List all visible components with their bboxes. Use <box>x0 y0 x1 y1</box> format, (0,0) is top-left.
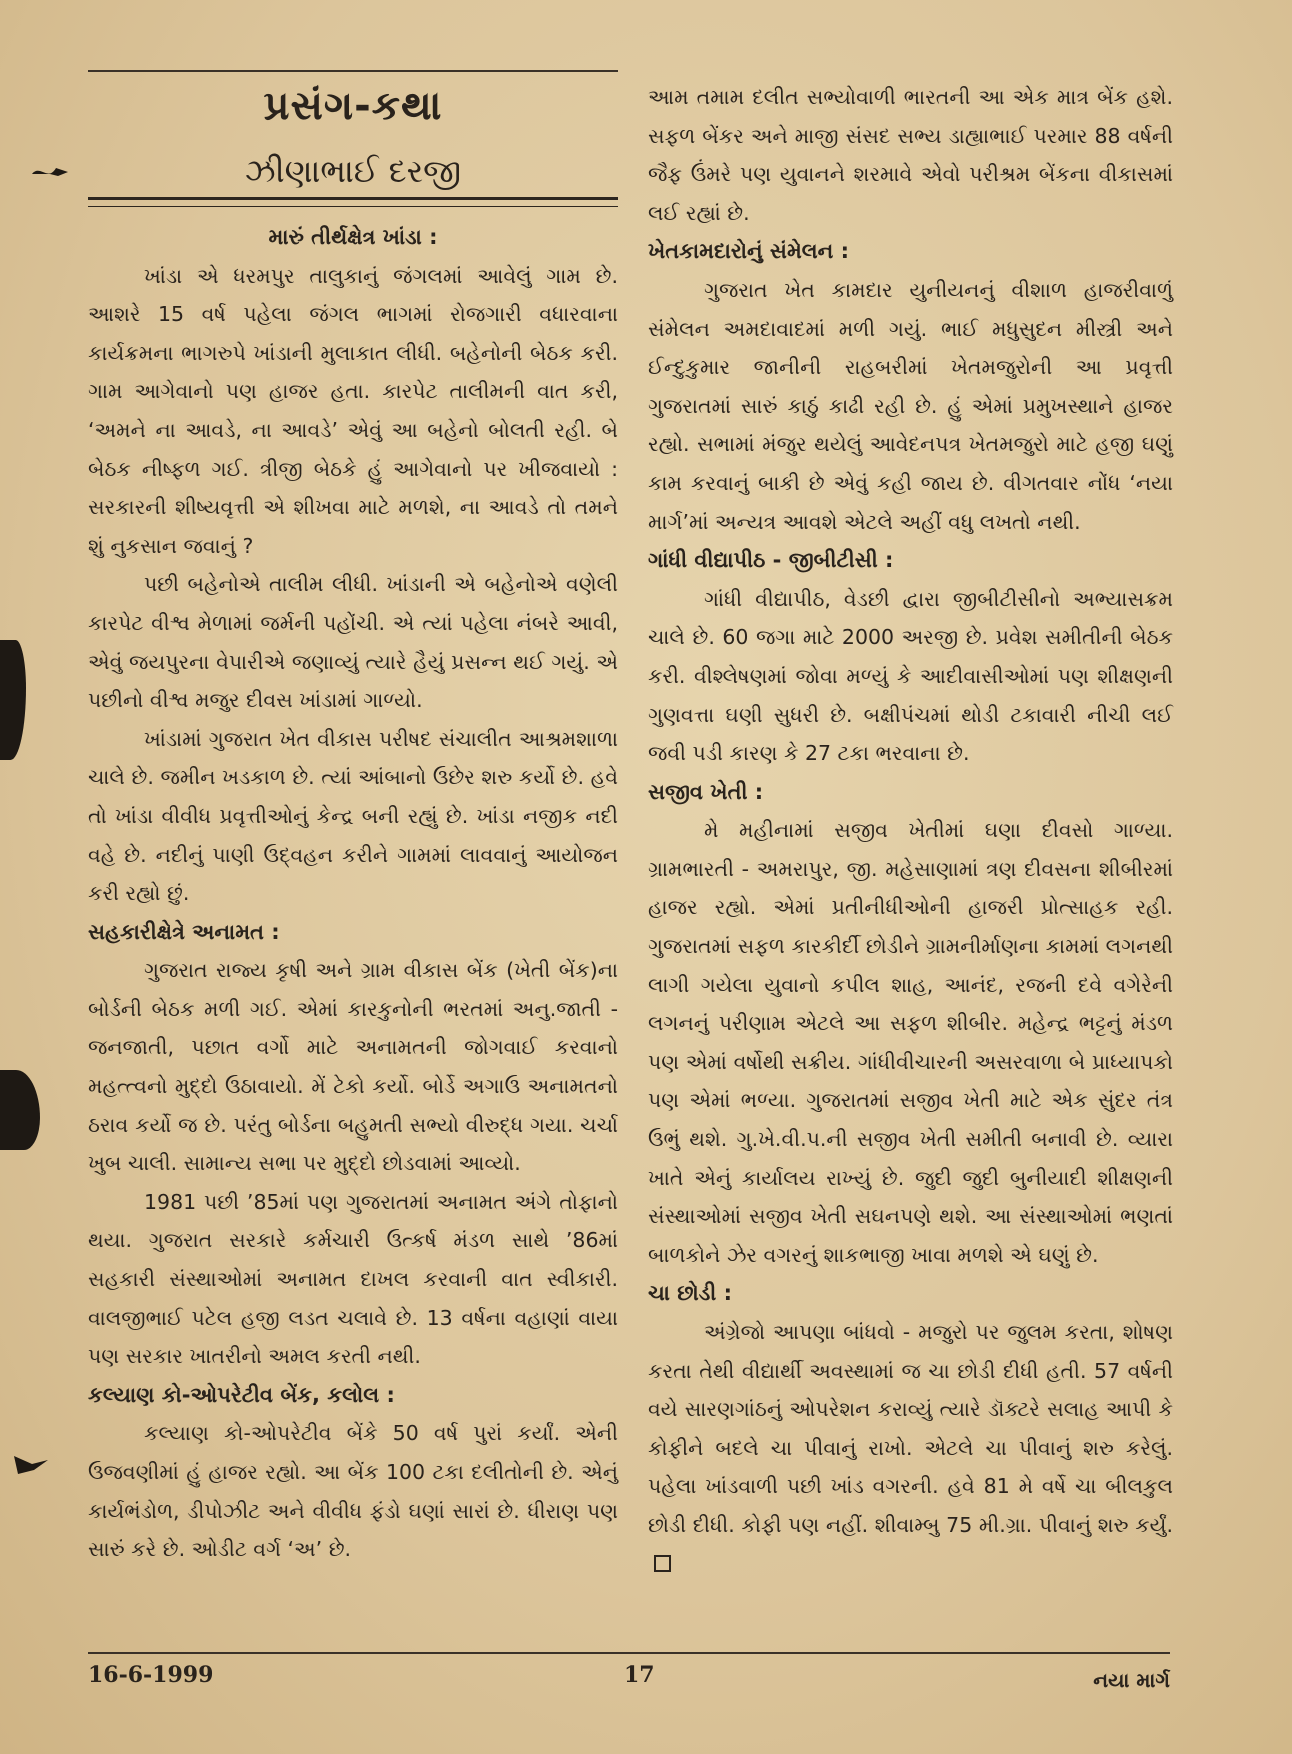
paragraph: મે મહીનામાં સજીવ ખેતીમાં ઘણા દીવસો ગાળ્યા. ગ્રામભારતી - અમરાપુર, જી. મહેસાણામાં ત્રણ દીવસના શીબીરમાં હાજર રહ્યો. એમાં પ્રતીનીધીઓની હાજરી પ્રોત્સાહક રહી. ગુજરાતમાં સફળ કારકીર્દી છોડીને ગ્રામનીર્માણના કામમાં લગનથી લાગી ગયેલા યુવાનો કપીલ શાહ, આનંદ, રજની દવે વગેરેની લગનનું પરીણામ એટલે આ સફળ શીબીર. મહેન્દ્ર ભટ્ટનું મંડળ પણ એમાં વર્ષોથી સક્રીય. ગાંધીવીચારની અસરવાળા બે પ્રાધ્યાપકો પણ એમાં ભળ્યા. ગુજરાતમાં સજીવ ખેતી માટે એક સુંદર તંત્ર ઉભું થશે. ગુ.ખે.વી.પ.ની સજીવ ખેતી સમીતી બનાવી છે. વ્યારા ખાતે એનું કાર્યાલય રાખ્યું છે. જુદી જુદી બુનીયાદી શીક્ષણની સંસ્થાઓમાં સજીવ ખેતી સઘનપણે થશે. આ સંસ્થાઓમાં ભણતાં બાળકોને ઝેર વગરનું શાકભાજી ખાવા મળશે એ ઘણું છે. <box>648 818 1173 1267</box>
page-number: 17 <box>624 1662 655 1688</box>
page-footer <box>88 1662 1170 1702</box>
right-column-text <box>648 78 1173 1583</box>
masthead-double-rule <box>88 197 618 207</box>
section-heading-kalyan-bank: કલ્યાણ કો-ઓપરેટીવ બેંક, કલોલ : <box>88 1382 395 1407</box>
paragraph-text: અંગ્રેજો આપણા બાંધવો - મજુરો પર જુલમ કરતા, શોષણ કરતા તેથી વીદ્યાર્થી અવસ્થામાં જ ચા છોડી દીધી હતી. 57 વર્ષની વયે સારણગાંઠનું ઓપરેશન કરાવ્યું ત્યારે ડૉક્ટરે સલાહ આપી કે કોફીને બદલે ચા પીવાનું રાખો. એટલે ચા પીવાનું શરુ કરેલું. પહેલા ખાંડવાળી પછી ખાંડ વગરની. હવે 81 મે વર્ષે ચા બીલકુલ છોડી દીધી. કોફી પણ નહીં. શીવામ્બુ 75 મી.ગ્રા. પીવાનું શરુ કર્યું. <box>648 1320 1173 1537</box>
left-column-text <box>88 218 618 1569</box>
author-name: ઝીણાભાઈ દરજી <box>225 148 481 200</box>
section-heading-organic-farming: સજીવ ખેતી : <box>648 779 764 804</box>
column-title: પ્રસંગ-કથા <box>263 83 443 129</box>
paragraph <box>648 1313 1173 1583</box>
end-mark-icon <box>654 1555 671 1572</box>
paragraph: ગાંધી વીદ્યાપીઠ, વેડછી દ્વારા જીબીટીસીનો અભ્યાસક્રમ ચાલે છે. 60 જગા માટે 2000 અરજી છે. પ્રવેશ સમીતીની બેઠક કરી. વીશ્લેષણમાં જોવા મળ્યું કે આદીવાસીઓમાં પણ શીક્ષણની ગુણવત્તા ઘણી સુધરી છે. બક્ષીપંચમાં થોડી ટકાવારી નીચી લઈ જવી પડી કારણ કે 27 ટકા ભરવાના છે. <box>648 586 1173 766</box>
magazine-name: નયા માર્ગ <box>1093 1668 1170 1692</box>
section-heading-reservation: સહકારીક્ષેત્રે અનામત : <box>88 919 280 944</box>
paragraph-continued: આમ તમામ દલીત સભ્યોવાળી ભારતની આ એક માત્ર બેંક હશે. સફળ બેંકર અને માજી સંસદ સભ્ય ડાહ્યાભાઈ પરમાર 88 વર્ષની જૈફ ઉંમરે પણ યુવાનને શરમાવે એવો પરીશ્રમ બેંકના વીકાસમાં લઈ રહ્યાં છે. <box>648 85 1173 225</box>
section-heading-gandhi-vidyapith: ગાંધી વીદ્યાપીઠ - જીબીટીસી : <box>648 548 894 573</box>
paragraph: કલ્યાણ કો-ઓપરેટીવ બેંકે 50 વર્ષ પુરાં કર્યાં. એની ઉજવણીમાં હું હાજર રહ્યો. આ બેંક 100 ટકા દલીતોની છે. એનું કાર્યભંડોળ, ડીપોઝીટ અને વીવીધ ફંડો ઘણાં સારાં છે. ધીરાણ પણ સારું કરે છે. ઓડીટ વર્ગ ‘અ’ છે. <box>88 1421 618 1562</box>
paragraph: ગુજરાત રાજ્ય કૃષી અને ગ્રામ વીકાસ બેંક (ખેતી બેંક)ના બોર્ડની બેઠક મળી ગઈ. એમાં કારકુનોની ભરતમાં અનુ.જાતી - જનજાતી, પછાત વર્ગો માટે અનામતની જોગવાઈ કરવાનો મહત્ત્વનો મુદ્દો ઉઠાવાયો. મેં ટેકો કર્યો. બોર્ડે અગાઉ અનામતનો ઠરાવ કર્યો જ છે. પરંતુ બોર્ડના બહુમતી સભ્યો વીરુદ્ધ ગયા. ચર્ચા ખુબ ચાલી. સામાન્ય સભા પર મુદ્દો છોડવામાં આવ્યો. <box>88 958 618 1176</box>
paragraph: ગુજરાત ખેત કામદાર યુનીયનનું વીશાળ હાજરીવાળું સંમેલન અમદાવાદમાં મળી ગયું. ભાઈ મધુસુદન મીસ્ત્રી અને ઈન્દુકુમાર જાનીની રાહબરીમાં ખેતમજુરોની આ પ્રવૃત્તી ગુજરાતમાં સારું કાઠું કાઢી રહી છે. હું એમાં પ્રમુખસ્થાને હાજર રહ્યો. સભામાં મંજુર થયેલું આવેદનપત્ર ખેતમજુરો માટે હજી ઘણું કામ કરવાનું બાકી છે એવું કહી જાય છે. વીગતવાર નોંધ ‘નયા માર્ગ’માં અન્યત્ર આવશે એટલે અહીં વધુ લખતો નથી. <box>648 277 1173 534</box>
ink-smudge-icon <box>12 1450 52 1478</box>
issue-date: 16-6-1999 <box>88 1662 214 1688</box>
footer-rule <box>88 1652 1170 1654</box>
section-heading-khanda: મારું તીર્થક્ષેત્ર ખાંડા : <box>268 225 438 249</box>
torn-edge-mark <box>0 640 26 760</box>
section-heading-tea: ચા છોડી : <box>648 1281 732 1306</box>
top-rule <box>88 70 618 72</box>
ink-smudge-icon <box>30 160 70 184</box>
paragraph: ખાંડા એ ધરમપુર તાલુકાનું જંગલમાં આવેલું ગામ છે. આશરે 15 વર્ષ પહેલા જંગલ ભાગમાં રોજગારી વધારવાના કાર્યક્રમના ભાગરુપે ખાંડાની મુલાકાત લીધી. બહેનોની બેઠક કરી. ગામ આગેવાનો પણ હાજર હતા. કારપેટ તાલીમની વાત કરી, ‘અમને ના આવડે, ના આવડે’ એવું આ બહેનો બોલતી રહી. બે બેઠક નીષ્ફળ ગઈ. ત્રીજી બેઠકે હું આગેવાનો પર ખીજવાયો : સરકારની શીષ્યવૃત્તી એ શીખવા માટે મળશે, ના આવડે તો તમને શું નુકસાન જવાનું ? <box>88 263 618 558</box>
paragraph: 1981 પછી ’85માં પણ ગુજરાતમાં અનામત અંગે તોફાનો થયા. ગુજરાત સરકારે કર્મચારી ઉત્કર્ષ મંડળ સાથે ’86માં સહકારી સંસ્થાઓમાં અનામત દાખલ કરવાની વાત સ્વીકારી. વાલજીભાઈ પટેલ હજી લડત ચલાવે છે. 13 વર્ષના વહાણાં વાયા પણ સરકાર ખાતરીનો અમલ કરતી નથી. <box>88 1189 618 1369</box>
masthead <box>88 78 618 200</box>
paragraph: પછી બહેનોએ તાલીમ લીધી. ખાંડાની એ બહેનોએ વણેલી કારપેટ વીશ્વ મેળામાં જર્મની પહોંચી. એ ત્યાં પહેલા નંબરે આવી, એવું જયપુરના વેપારીએ જણાવ્યું ત્યારે હૈયું પ્રસન્ન થઈ ગયું. એ પછીનો વીશ્વ મજુર દીવસ ખાંડામાં ગાળ્યો. <box>88 572 618 713</box>
torn-edge-mark <box>0 1070 40 1150</box>
section-heading-farm-workers: ખેતકામદારોનું સંમેલન : <box>648 239 849 264</box>
paragraph: ખાંડામાં ગુજરાત ખેત વીકાસ પરીષદ સંચાલીત આશ્રમશાળા ચાલે છે. જમીન ખડકાળ છે. ત્યાં આંબાનો ઉછેર શરુ કર્યો છે. હવે તો ખાંડા વીવીધ પ્રવૃત્તીઓનું કેન્દ્ર બની રહ્યું છે. ખાંડા નજીક નદી વહે છે. નદીનું પાણી ઉદ્‌વહન કરીને ગામમાં લાવવાનું આયોજન કરી રહ્યો છું. <box>88 726 618 906</box>
